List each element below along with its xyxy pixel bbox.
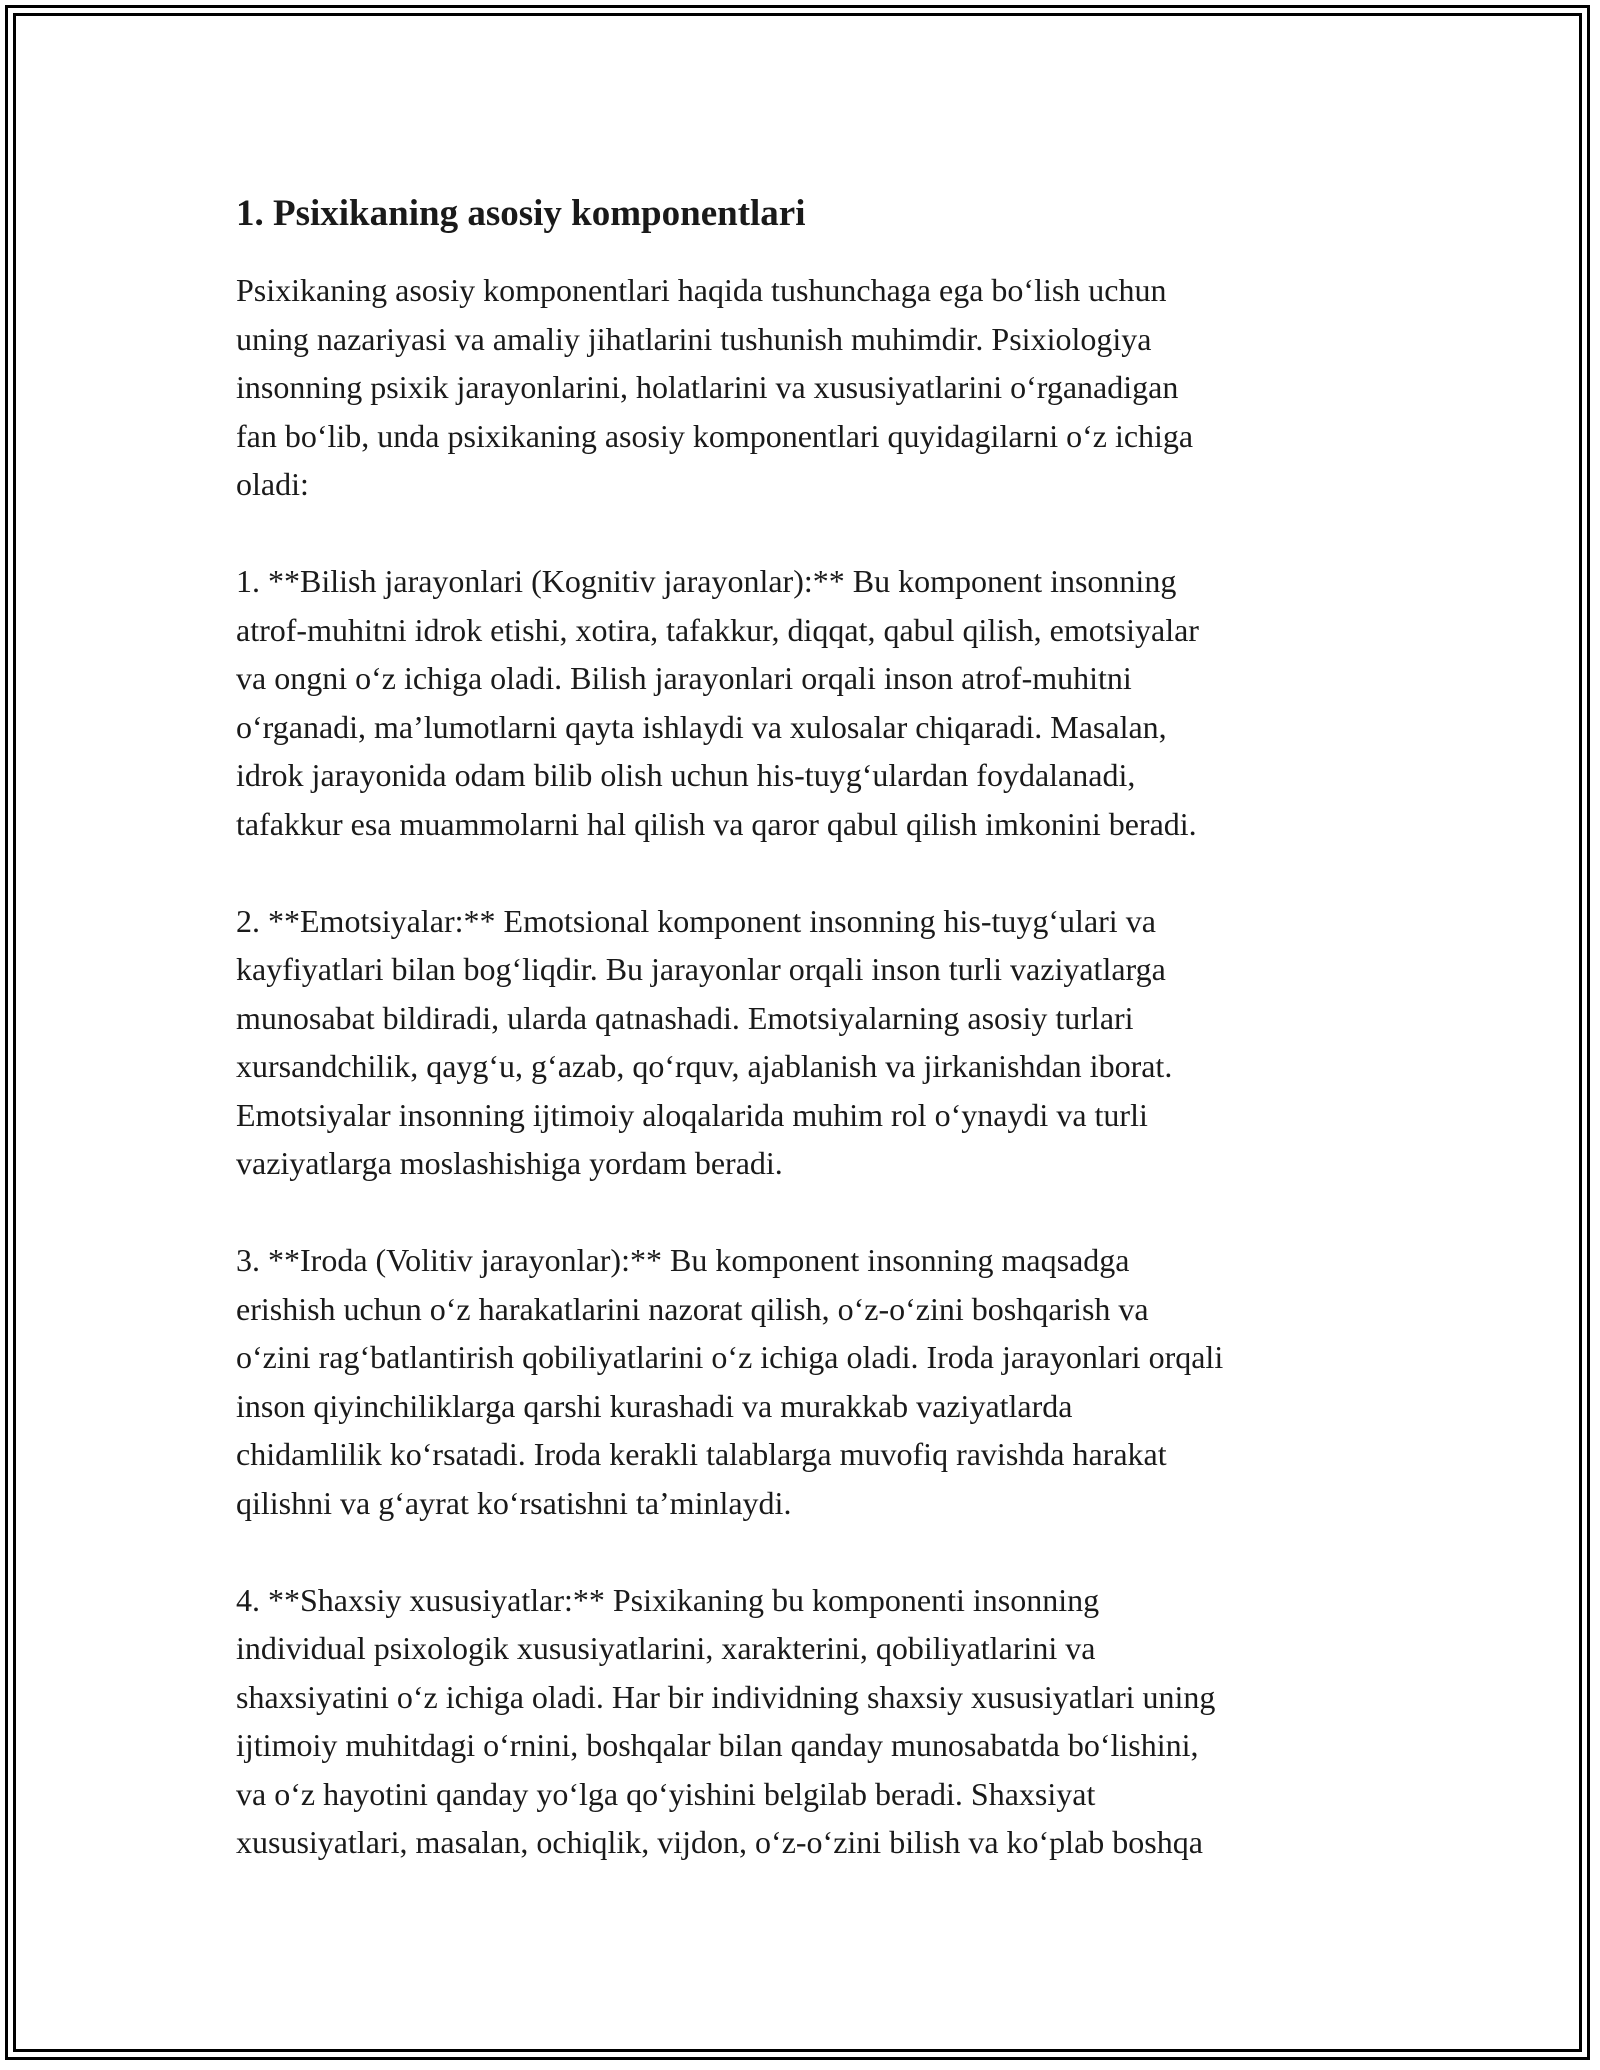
- volition-paragraph: 3. **Iroda (Volitiv jarayonlar):** Bu komponent insonning maqsadga erishish uchun oʻz harakatlarini nazorat qilish, oʻz-oʻzini boshqarish va oʻzini ragʻbatlantirish qobiliyatlarini oʻz ichiga oladi. Iroda jarayonlari orqali inson qiyinchiliklarga qarshi kurashadi va murakkab vaziyatlarda chidamlilik koʻrsatadi. Iroda kerakli talablarga muvofiq ravishda harakat qilishni va gʻayrat koʻrsatishni taʼminlaydi.: [236, 1242, 1224, 1521]
- emotions-paragraph: 2. **Emotsiyalar:** Emotsional komponent insonning his-tuygʻulari va kayfiyatlari bilan bogʻliqdir. Bu jarayonlar orqali inson turli vaziyatlarga munosabat bildiradi, ularda qatnashadi. Emotsiyalarning asosiy turlari xursandchilik, qaygʻu, gʻazab, qoʻrquv, ajablanish va jirkanishdan iborat. Emotsiyalar insonning ijtimoiy aloqalarida muhim rol oʻynaydi va turli vaziyatlarga moslashishiga yordam beradi.: [236, 902, 1173, 1181]
- intro-paragraph: Psixikaning asosiy komponentlari haqida tushunchaga ega boʻlish uchun uning nazariyasi va amaliy jihatlarini tushunish muhimdir. Psixiologiya insonning psixik jarayonlarini, holatlarini va xususiyatlarini oʻrganadigan fan boʻlib, unda psixikaning asosiy komponentlari quyidagilarni oʻz ichiga oladi:: [236, 272, 1194, 502]
- personal-traits-paragraph: 4. **Shaxsiy xususiyatlar:** Psixikaning bu komponenti insonning individual psixologik xususiyatlarini, xarakterini, qobiliyatlarini va shaxsiyatini oʻz ichiga oladi. Har bir individning shaxsiy xususiyatlari uning ijtimoiy muhitdagi oʻrnini, boshqalar bilan qanday munosabatda boʻlishini, va oʻz hayotini qanday yoʻlga qoʻyishini belgilab beradi. Shaxsiyat xususiyatlari, masalan, ochiqlik, vijdon, oʻz-oʻzini bilish va koʻplab boshqa: [236, 1581, 1216, 1860]
- cognitive-processes-paragraph: 1. **Bilish jarayonlari (Kognitiv jarayonlar):** Bu komponent insonning atrof-muhitni idrok etishi, xotira, tafakkur, diqqat, qabul qilish, emotsiyalar va ongni oʻz ichiga oladi. Bilish jarayonlari orqali inson atrof-muhitni oʻrganadi, maʼlumotlarni qayta ishlaydi va xulosalar chiqaradi. Masalan, idrok jarayonida odam bilib olish uchun his-tuygʻulardan foydalanadi, tafakkur esa muammolarni hal qilish va qaror qabul qilish imkonini beradi.: [236, 563, 1199, 842]
- document-body: [236, 188, 1376, 1867]
- section-heading: 1. Psixikaning asosiy komponentlari: [236, 193, 806, 234]
